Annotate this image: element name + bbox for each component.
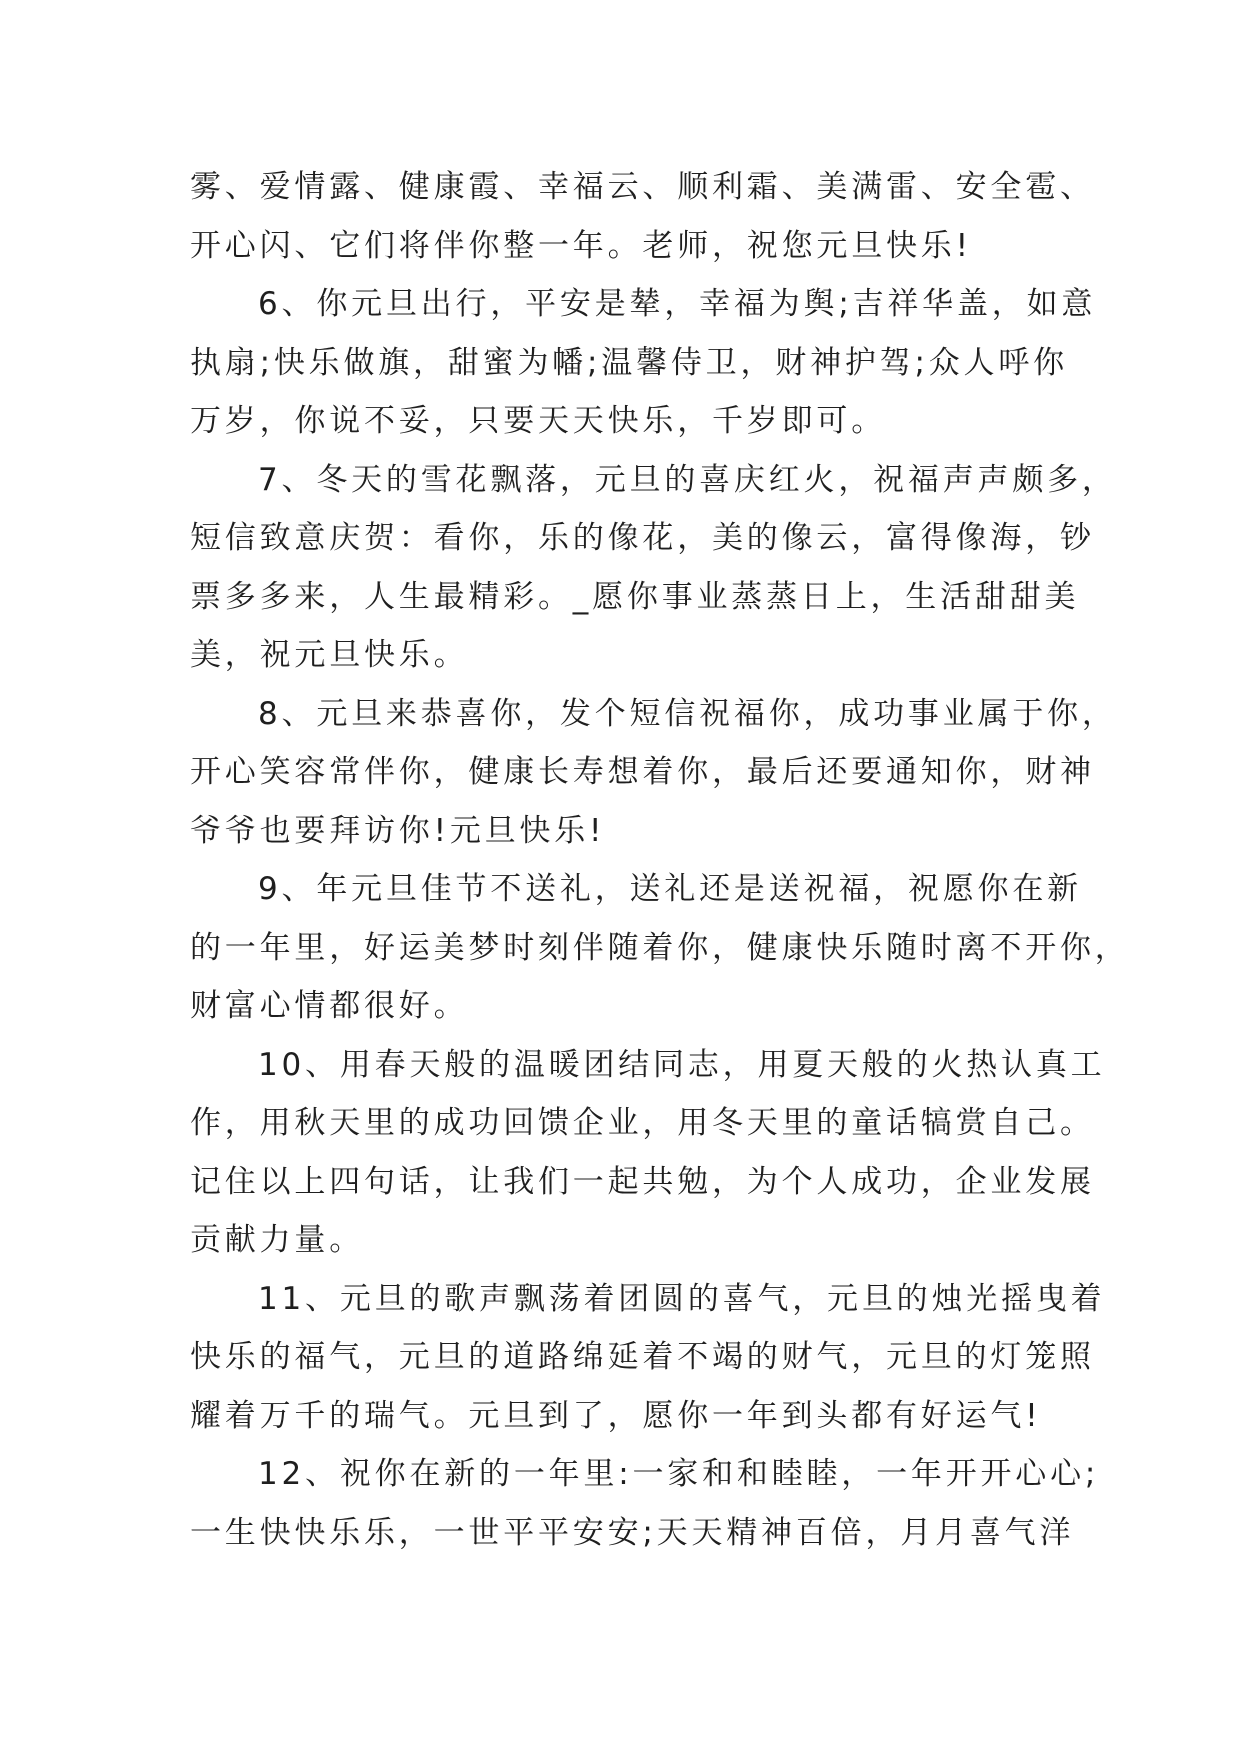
text-line: 雾、爱情露、健康霞、幸福云、顺利霜、美满雷、安全雹、 <box>190 169 1095 205</box>
paragraph-start-line: 6、你元旦出行，平安是辇，幸福为舆;吉祥华盖，如意 <box>258 286 1097 322</box>
text-line: 美，祝元旦快乐。 <box>190 637 469 673</box>
text-line: 财富心情都很好。 <box>190 988 469 1024</box>
paragraph-start-line: 11、元旦的歌声飘荡着团圆的喜气，元旦的烛光摇曳着 <box>258 1280 1106 1317</box>
text-line: 票多多来，人生最精彩。_愿你事业蒸蒸日上，生活甜甜美 <box>190 578 1080 615</box>
document-body <box>190 158 1130 1562</box>
text-line: 一生快快乐乐，一世平平安安;天天精神百倍，月月喜气洋 <box>190 1514 1075 1551</box>
text-line: 的一年里，好运美梦时刻伴随着你，健康快乐随时离不开你， <box>190 929 1130 966</box>
text-line: 短信致意庆贺：看你，乐的像花，美的像云，富得像海，钞 <box>190 520 1095 556</box>
text-line: 万岁，你说不妥，只要天天快乐，千岁即可。 <box>190 403 886 439</box>
text-line: 开心笑容常伴你，健康长寿想着你，最后还要通知你，财神 <box>190 754 1095 790</box>
text-line: 快乐的福气，元旦的道路绵延着不竭的财气，元旦的灯笼照 <box>190 1339 1095 1375</box>
paragraph-start-line: 10、用春天般的温暖团结同志，用夏天般的火热认真工 <box>258 1046 1106 1083</box>
text-line: 耀着万千的瑞气。元旦到了，愿你一年到头都有好运气! <box>190 1397 1042 1434</box>
text-line: 开心闪、它们将伴你整一年。老师，祝您元旦快乐! <box>190 227 972 264</box>
text-line: 贡献力量。 <box>190 1222 364 1258</box>
paragraph-start-line: 7、冬天的雪花飘落，元旦的喜庆红火，祝福声声颇多， <box>258 461 1117 498</box>
paragraph-start-line: 12、祝你在新的一年里:一家和和睦睦，一年开开心心; <box>258 1456 1100 1492</box>
text-line: 爷爷也要拜访你!元旦快乐! <box>190 812 606 849</box>
text-line: 作，用秋天里的成功回馈企业，用冬天里的童话犒赏自己。 <box>190 1105 1095 1141</box>
paragraph-start-line: 8、元旦来恭喜你，发个短信祝福你，成功事业属于你， <box>258 695 1117 732</box>
paragraph-start-line: 9、年元旦佳节不送礼，送礼还是送祝福，祝愿你在新 <box>258 871 1082 907</box>
text-line: 执扇;快乐做旗，甜蜜为幡;温馨侍卫，财神护驾;众人呼你 <box>190 344 1068 381</box>
text-line: 记住以上四句话，让我们一起共勉，为个人成功，企业发展 <box>190 1163 1095 1200</box>
